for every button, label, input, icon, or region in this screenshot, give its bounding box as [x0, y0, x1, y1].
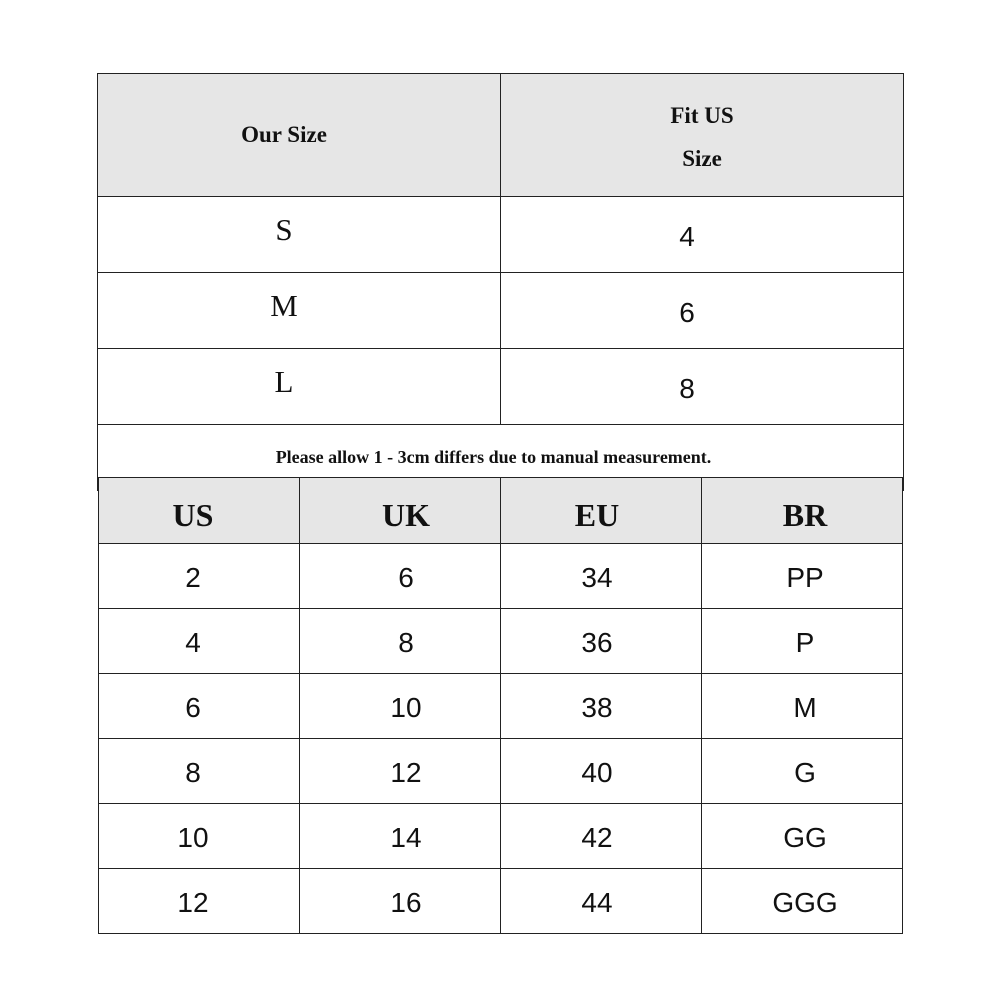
br-cell: GG: [702, 804, 903, 869]
br-cell: M: [702, 674, 903, 739]
table-row: [99, 869, 903, 934]
fit-us-size-cell: 6: [501, 273, 904, 349]
br-cell: GGG: [702, 869, 903, 934]
fit-us-header-line1: Fit US: [670, 103, 734, 128]
br-cell: P: [702, 609, 903, 674]
us-cell: 12: [99, 869, 300, 934]
fit-us-header-line2: Size: [682, 146, 722, 171]
uk-cell: 12: [300, 739, 501, 804]
eu-cell: 38: [501, 674, 702, 739]
uk-header: UK: [300, 478, 501, 544]
br-cell: PP: [702, 544, 903, 609]
fit-us-size-cell: 8: [501, 349, 904, 425]
eu-cell: 34: [501, 544, 702, 609]
fit-us-size-header: [501, 74, 904, 197]
uk-cell: 16: [300, 869, 501, 934]
our-size-header: Our Size: [98, 74, 501, 197]
size-row: [98, 273, 904, 349]
us-cell: 10: [99, 804, 300, 869]
us-cell: 6: [99, 674, 300, 739]
fit-us-size-cell: 4: [501, 197, 904, 273]
measurement-note: Please allow 1 - 3cm differs due to manual measurement.: [98, 425, 904, 491]
eu-cell: 42: [501, 804, 702, 869]
us-header: US: [99, 478, 300, 544]
size-fit-table: [97, 73, 904, 491]
our-size-cell: L: [98, 349, 501, 425]
conversion-header-row: [99, 478, 903, 544]
eu-cell: 40: [501, 739, 702, 804]
uk-cell: 6: [300, 544, 501, 609]
table-row: [99, 544, 903, 609]
table-row: [99, 739, 903, 804]
uk-cell: 8: [300, 609, 501, 674]
our-size-cell: S: [98, 197, 501, 273]
size-row: [98, 349, 904, 425]
table-row: [99, 674, 903, 739]
eu-cell: 44: [501, 869, 702, 934]
uk-cell: 14: [300, 804, 501, 869]
eu-header: EU: [501, 478, 702, 544]
uk-cell: 10: [300, 674, 501, 739]
us-cell: 2: [99, 544, 300, 609]
br-header: BR: [702, 478, 903, 544]
size-conversion-table: [98, 477, 903, 934]
table-row: [99, 609, 903, 674]
eu-cell: 36: [501, 609, 702, 674]
size-row: [98, 197, 904, 273]
br-cell: G: [702, 739, 903, 804]
us-cell: 8: [99, 739, 300, 804]
size-table-header-row: [98, 74, 904, 197]
us-cell: 4: [99, 609, 300, 674]
table-row: [99, 804, 903, 869]
our-size-cell: M: [98, 273, 501, 349]
